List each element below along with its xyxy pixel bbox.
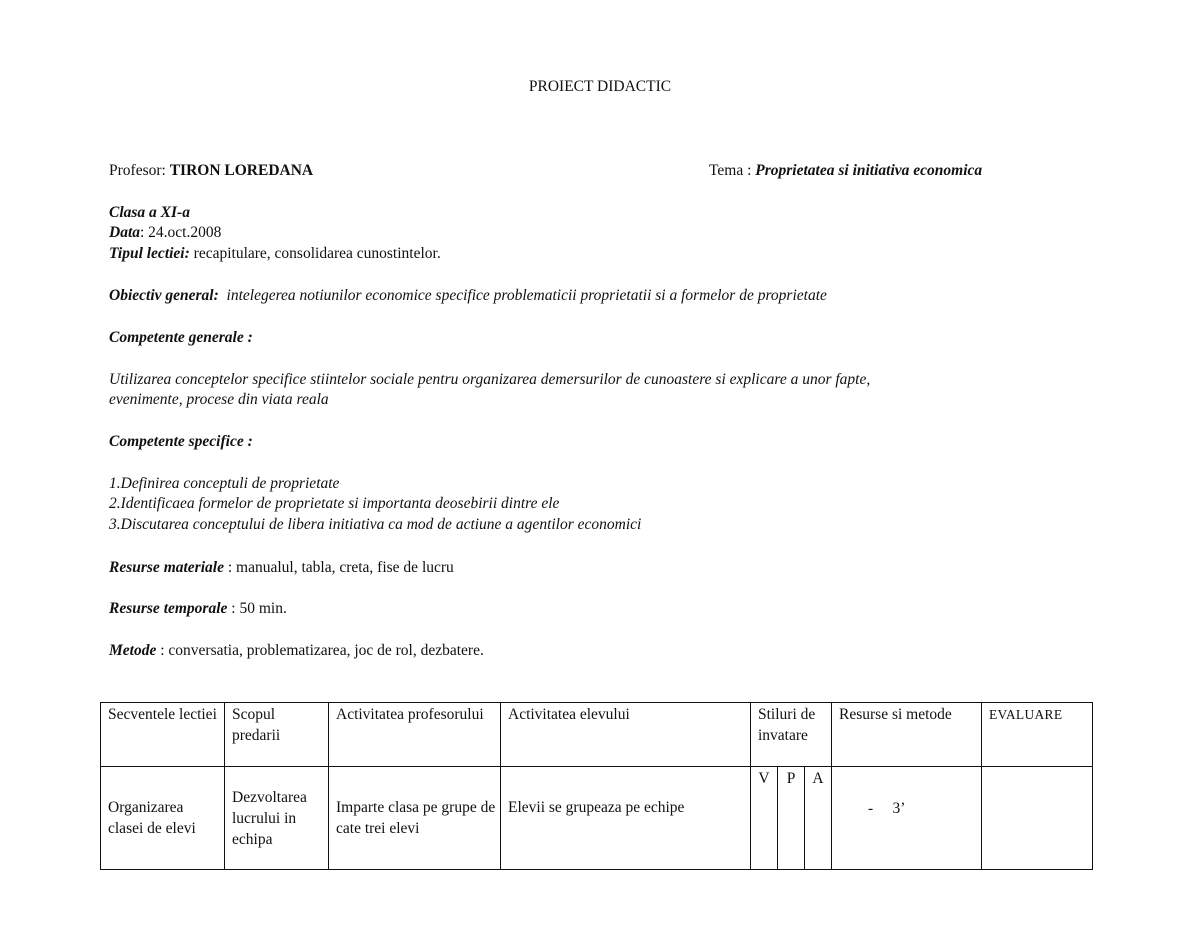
competenta-item: 3.Discutarea conceptului de libera initiativa ca mod de actiune a agentilor economici [109,516,642,533]
tip-line [109,244,441,264]
tema-value: Proprietatea si initiativa economica [755,162,983,179]
resurse-text: - 3’ [868,799,906,817]
competente-generale-line-1: Utilizarea conceptelor specifice stiintelor sociale pentru organizarea demersurilor de cunoastere si explicare a unor fapte, [109,371,871,388]
tema-line [709,161,982,181]
obiectiv-value: intelegerea notiunilor economice specifice problematicii proprietatii si a formelor de proprietate [218,287,827,304]
cell-stiluri [751,767,832,870]
clasa: Clasa a XI-a [109,204,190,221]
obiectiv-line [109,286,827,306]
profesor-label: Profesor: [109,162,170,179]
competente-generale-label: Competente generale : [109,329,253,346]
header-scop: Scopul predarii [225,703,329,767]
metode-value: : conversatia, problematizarea, joc de rol, dezbatere. [156,642,484,659]
header-stiluri: Stiluri de invatare [751,703,832,767]
header-evaluare: EVALUARE [982,703,1093,767]
competente-specifice-label: Competente specifice : [109,433,253,450]
header-activitate-elev: Activitatea elevului [501,703,751,767]
competenta-item: 1.Definirea conceptuli de proprietate [109,475,340,492]
competente-generale-line-2: evenimente, procese din viata reala [109,391,329,408]
cell-resurse [832,767,982,870]
stil-v: V [751,767,778,869]
tema-label: Tema : [709,162,756,179]
lesson-plan-table [100,702,1093,870]
competenta-item: 2.Identificaea formelor de proprietate si importanta deosebirii dintre ele [109,495,560,512]
header-activitate-profesor: Activitatea profesorului [329,703,501,767]
resurse-temporale-label: Resurse temporale [109,600,228,617]
stil-p: P [778,767,805,869]
stil-a: A [812,770,824,787]
stiluri-columns [751,767,831,869]
data-line [109,223,221,243]
resurse-temporale-line [109,599,287,619]
resurse-materiale-value: : manualul, tabla, creta, fise de lucru [223,559,454,576]
profesor-line [109,161,313,181]
data-label: Data [109,224,140,241]
profesor-name: TIRON LOREDANA [169,162,314,179]
resurse-materiale-line [109,558,454,578]
data-value: : 24.oct.2008 [140,224,222,241]
header-secvente: Secventele lectiei [101,703,225,767]
resurse-materiale-label: Resurse materiale [109,559,224,576]
cell-evaluare [982,767,1093,870]
document-title: PROIECT DIDACTIC [528,78,672,95]
resurse-temporale-value: : 50 min. [227,600,287,617]
cell-activitate-profesor: Imparte clasa pe grupe de cate trei elevi [329,767,501,870]
table-row [101,767,1093,870]
table-header-row [101,703,1093,767]
cell-activitate-elev [501,767,751,870]
tip-label: Tipul lectiei: [109,245,190,262]
activitate-elev-text: Elevii se grupeaza pe echipe [508,799,685,816]
metode-line [109,641,484,661]
metode-label: Metode [109,642,157,659]
header-resurse: Resurse si metode [832,703,982,767]
obiectiv-label: Obiectiv general: [109,287,219,304]
cell-scop: Dezvoltarea lucrului in echipa [225,767,329,870]
cell-secventa: Organizarea clasei de elevi [101,767,225,870]
tip-value: recapitulare, consolidarea cunostintelor. [189,245,441,262]
